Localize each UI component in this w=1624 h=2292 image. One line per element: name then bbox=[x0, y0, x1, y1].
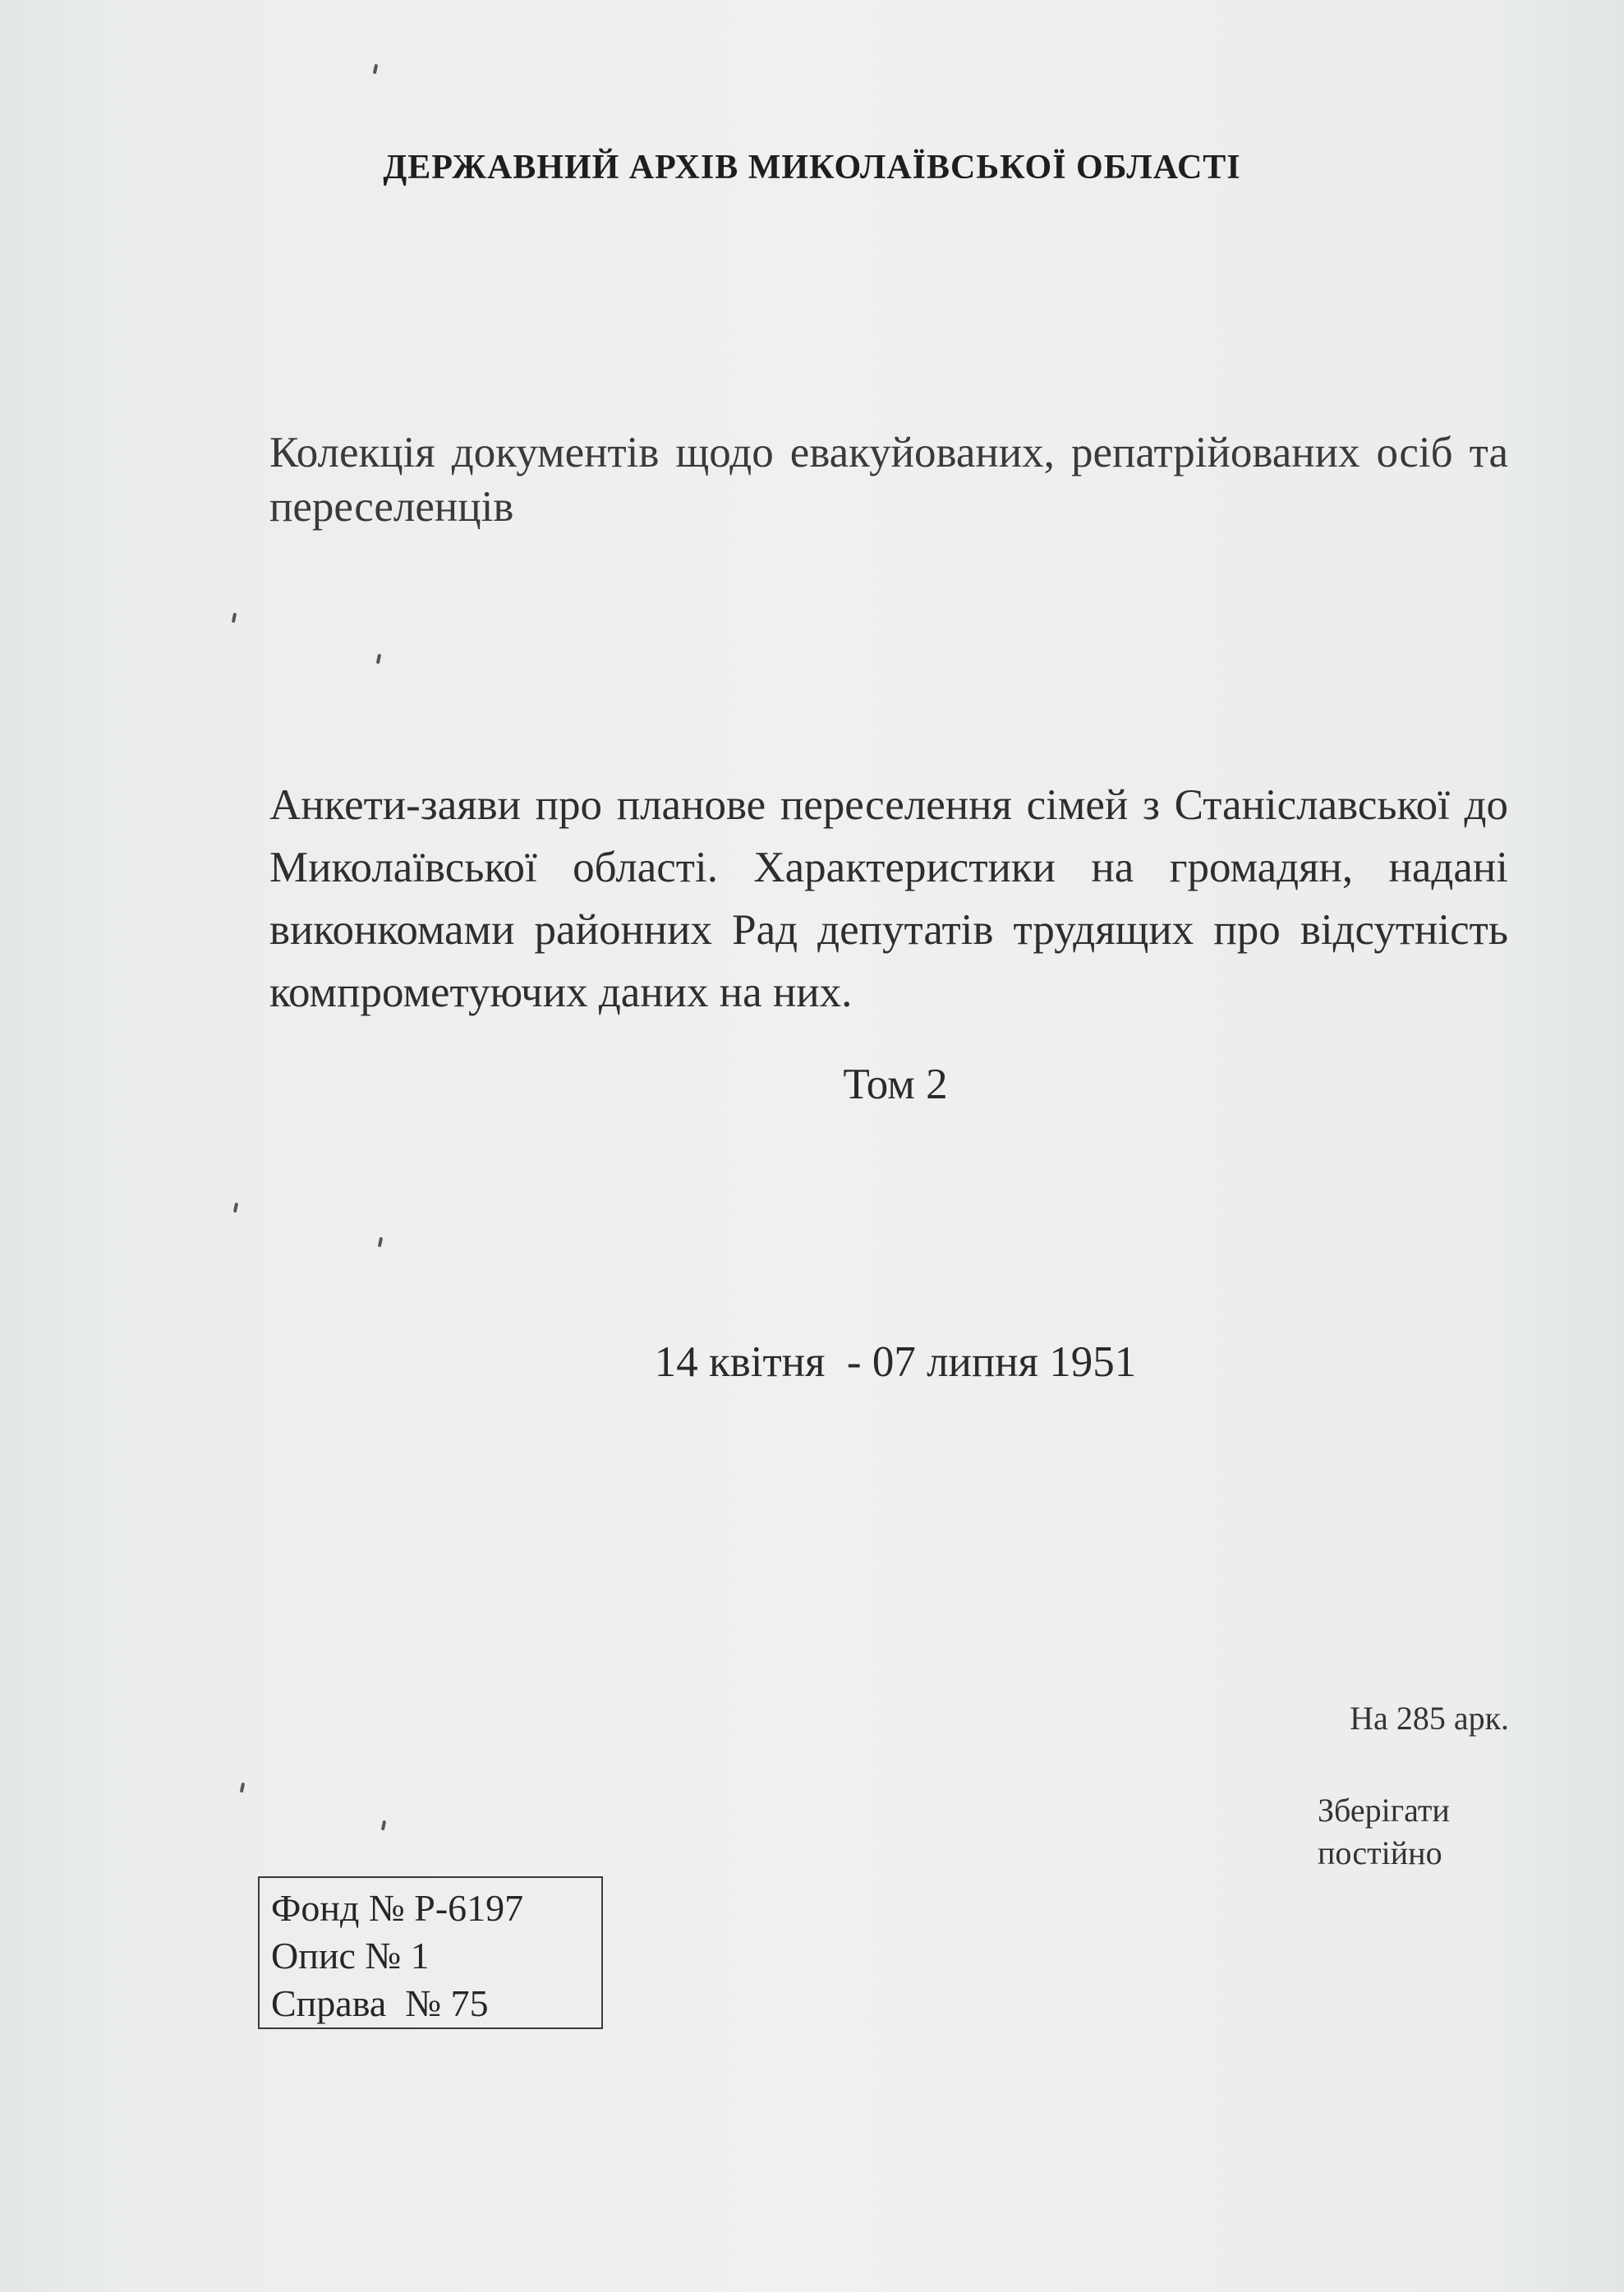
paper-speck bbox=[240, 1783, 245, 1793]
paper-speck bbox=[376, 654, 381, 665]
paper-speck bbox=[378, 1237, 383, 1248]
paper-speck bbox=[373, 64, 378, 75]
file-description: Анкети-заяви про планове переселення сімей з Станіславської до Миколаївської області. Характеристики на громадян, надані виконкомами районних Рад депутатів трудящих про відсутність компрометуючих даних на них. bbox=[269, 781, 1508, 1016]
archive-name-heading: ДЕРЖАВНИЙ АРХІВ МИКОЛАЇВСЬКОЇ ОБЛАСТІ bbox=[383, 149, 1241, 186]
volume-number: Том 2 bbox=[843, 1061, 948, 1108]
archive-reference-box bbox=[258, 1876, 603, 2029]
paper-speck bbox=[232, 613, 237, 624]
fond-number: Фонд № Р-6197 bbox=[271, 1887, 524, 1929]
date-range: 14 квітня - 07 липня 1951 bbox=[654, 1338, 1137, 1386]
paper-speck bbox=[381, 1820, 386, 1831]
collection-title: Колекція документів щодо евакуйованих, репатрійованих осіб та переселенців bbox=[269, 429, 1508, 531]
paper-speck bbox=[233, 1203, 238, 1213]
storage-term-line-2: постійно bbox=[1318, 1834, 1442, 1871]
storage-term-line-1: Зберігати bbox=[1318, 1792, 1450, 1829]
opys-number: Опис № 1 bbox=[271, 1935, 430, 1977]
sheet-count: На 285 арк. bbox=[1350, 1700, 1509, 1737]
storage-term bbox=[1318, 1789, 1450, 1875]
sprava-number: Справа № 75 bbox=[271, 1982, 489, 2024]
